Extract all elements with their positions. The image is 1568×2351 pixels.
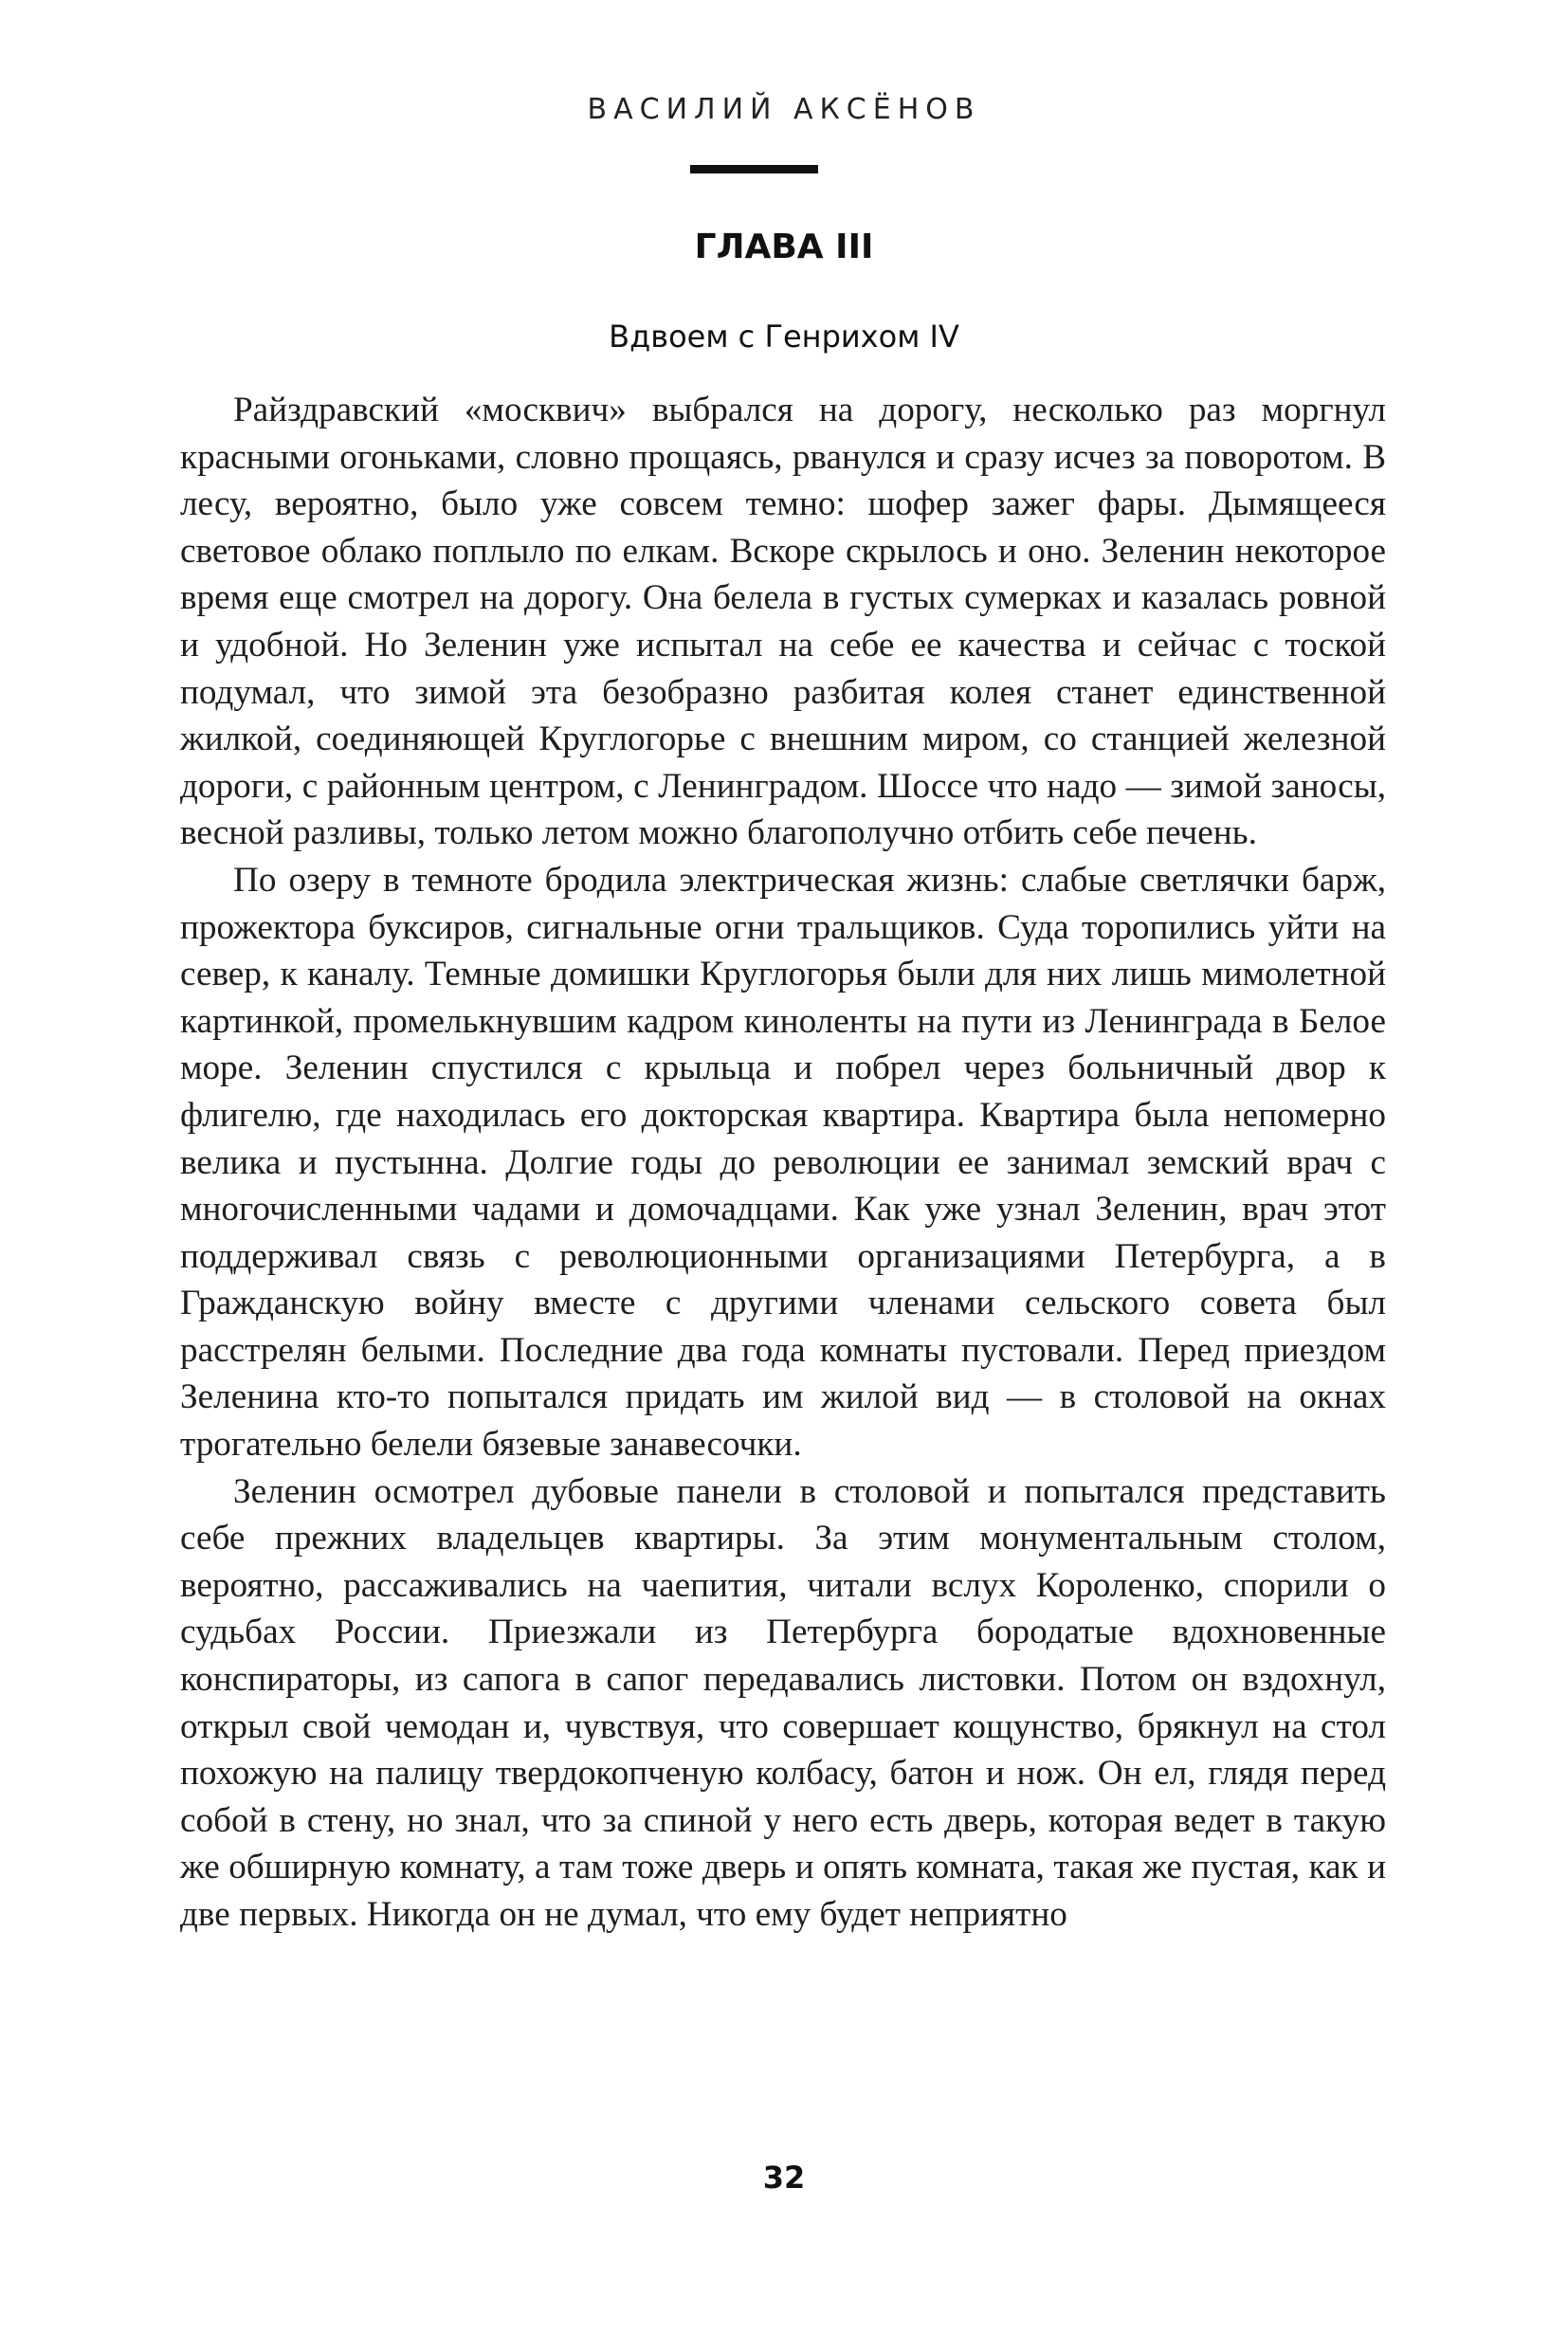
chapter-subtitle: Вдвоем с Генрихом IV [609,319,959,355]
chapter-title: ГЛАВА III [694,228,874,266]
page-number: 32 [762,2160,806,2196]
body-text [180,387,1386,1939]
paragraph-1: Райздравский «москвич» выбрался на дорогу, несколько раз моргнул красными огоньками, словно прощаясь, рванулся и сразу исчез за поворотом. В лесу, вероятно, было уже совсем темно: шофер зажег фары. Дымящееся световое облако поплыло по елкам. Вскоре скрылось и оно. Зеленин некоторое время еще смотрел на дорогу. Она белела в густых сумерках и казалась ровной и удобной. Но Зеленин уже испытал на себе ее качества и сейчас с тоской подумал, что зимой эта безобразно разбитая колея станет единственной жилкой, соединяющей Круглогорье с внешним миром, со станцией железной дороги, с районным центром, с Ленинградом. Шоссе что надо — зимой заносы, весной разливы, только летом можно благополучно отбить себе печень. [180,391,1386,853]
header-rule [690,165,818,173]
running-head-author: ВАСИЛИЙ АКСЁНОВ [587,93,981,126]
paragraph-2: По озеру в темноте бродила электрическая жизнь: слабые светлячки барж, прожектора буксиров, сигнальные огни тральщиков. Суда торопились уйти на север, к каналу. Темные домишки Круглогорья были для них лишь мимолетной картинкой, промелькнувшим кадром киноленты на пути из Ленинграда в Белое море. Зеленин спустился с крыльца и побрел через больничный двор к флигелю, где находилась его докторская квартира. Квартира была непомерно велика и пустынна. Долгие годы до революции ее занимал земский врач с многочисленными чадами и домочадцами. Как уже узнал Зеленин, врач этот поддерживал связь с революционными организациями Петербурга, а в Гражданскую войну вместе с другими членами сельского совета был расстрелян белыми. Последние два года комнаты пустовали. Перед приездом Зеленина кто-то попытался придать им жилой вид — в столовой на окнах трогательно белели бязевые занавесочки. [180,860,1386,1465]
paragraph-3: Зеленин осмотрел дубовые панели в столовой и попытался представить себе прежних владельцев квартиры. За этим монументальным столом, вероятно, рассаживались на чаепития, читали вслух Короленко, спорили о судьбах России. Приезжали из Петербурга бородатые вдохновенные конспираторы, из сапога в сапог передавались листовки. Потом он вздохнул, открыл свой чемодан и, чувствуя, что совершает кощунство, брякнул на стол похожую на палицу твердокопченую колбасу, батон и нож. Он ел, глядя перед собой в стену, но знал, что за спиной у него есть дверь, которая ведет в такую же обширную комнату, а там тоже дверь и опять комната, такая же пустая, как и две первых. Никогда он не думал, что ему будет неприятно [180,1471,1386,1934]
